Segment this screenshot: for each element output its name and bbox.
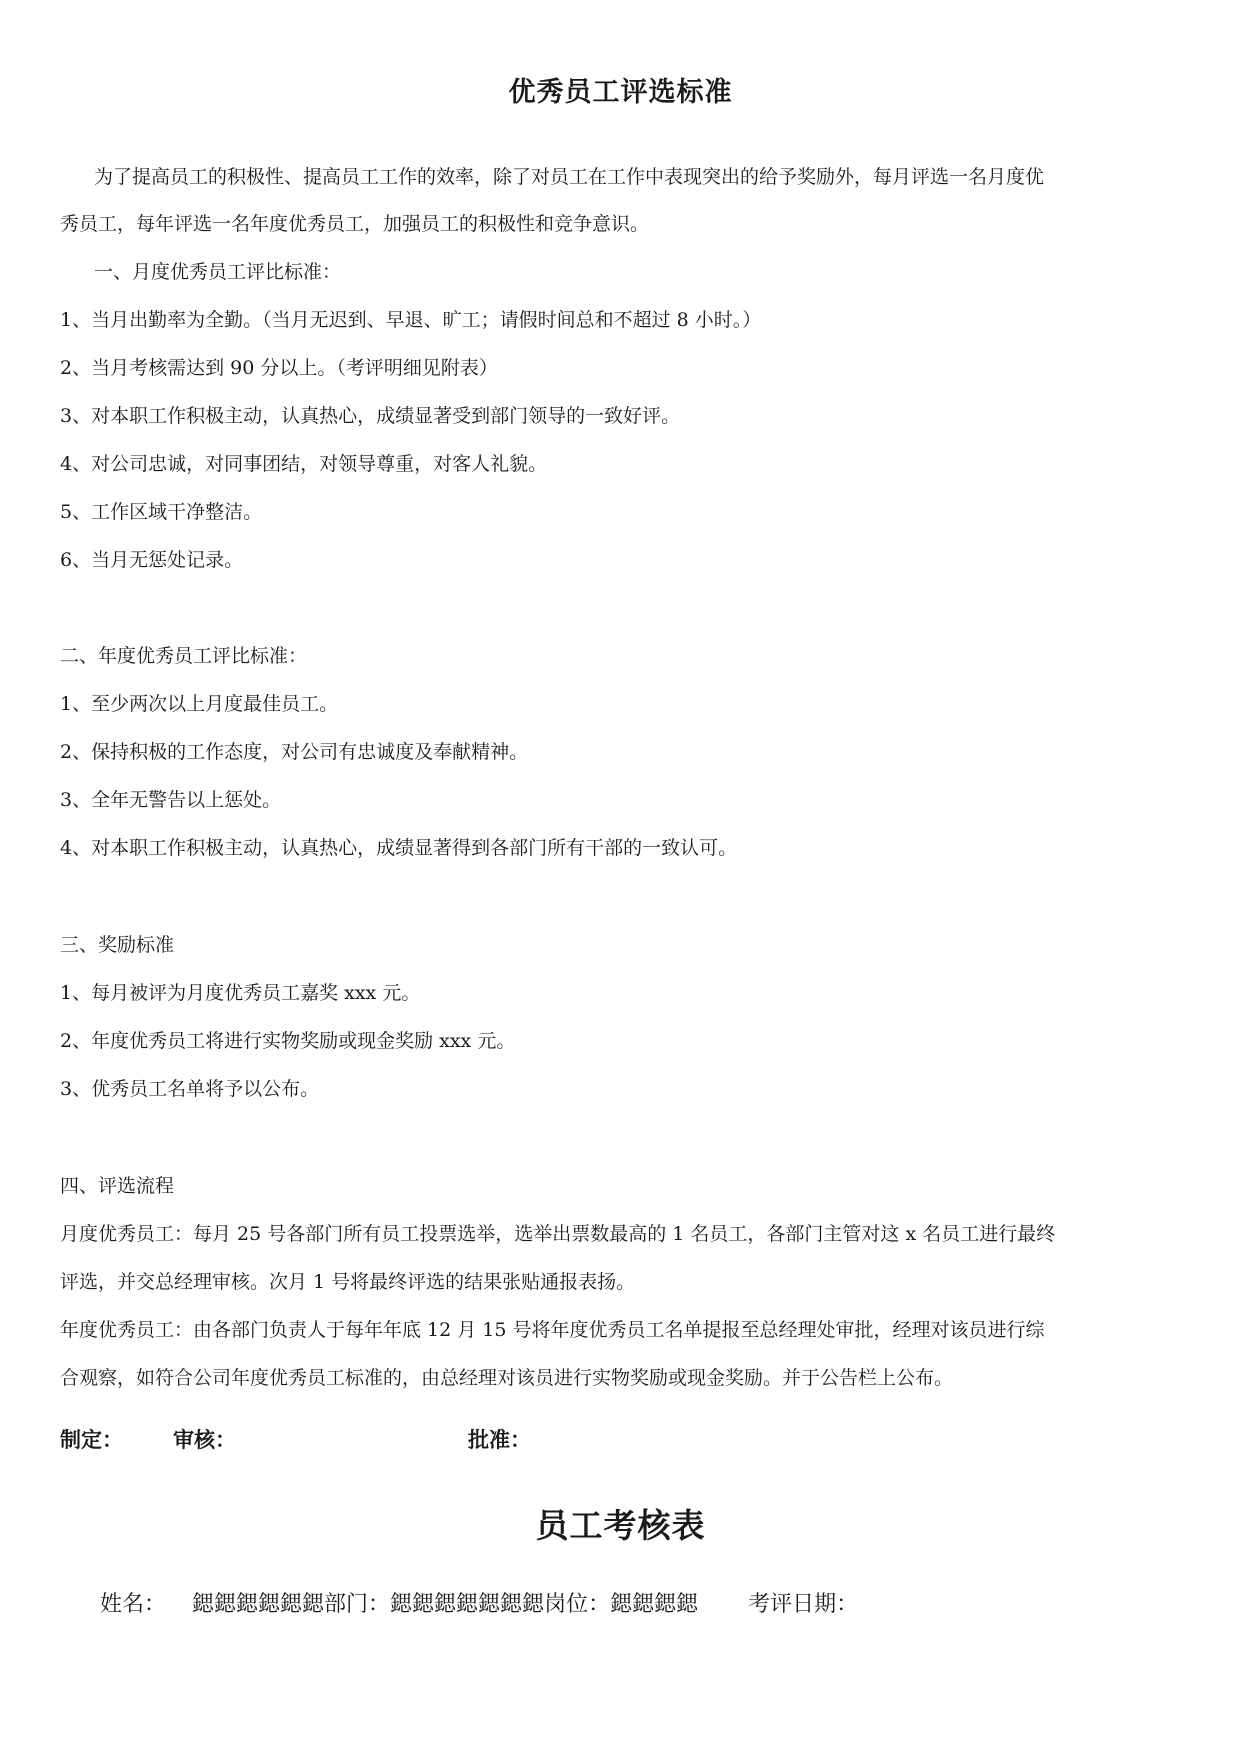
date-label: 考评日期： <box>748 1592 859 1617</box>
section2-item: 3、全年无警告以上惩处。 <box>60 789 282 811</box>
intro-line-2: 秀员工，每年评选一名年度优秀员工，加强员工的积极性和竞争意识。 <box>60 213 650 235</box>
section4-line: 年度优秀员工：由各部门负责人于每年年底 12 月 15 号将年度优秀员工名单提报至总经理处审批，经理对该员进行综 <box>60 1319 1045 1341</box>
section1-item: 1、当月出勤率为全勤。（当月无迟到、早退、旷工；请假时间总和不超过 8 小时。） <box>60 309 762 331</box>
section2-item: 4、对本职工作积极主动，认真热心，成绩显著得到各部门所有干部的一致认可。 <box>60 837 738 859</box>
post-label: 岗位： <box>544 1592 611 1617</box>
section1-item: 4、对公司忠诚，对同事团结，对领导尊重，对客人礼貌。 <box>60 453 548 475</box>
section1-item: 2、当月考核需达到 90 分以上。（考评明细见附表） <box>60 357 498 379</box>
section3-item: 3、优秀员工名单将予以公布。 <box>60 1078 320 1100</box>
section4-line: 月度优秀员工：每月 25 号各部门所有员工投票选举，选举出票数最高的 1 名员工，各部门主管对这 x 名员工进行最终 <box>60 1223 1056 1245</box>
section3-item: 1、每月被评为月度优秀员工嘉奖 xxx 元。 <box>60 982 421 1004</box>
name-label: 姓名： <box>100 1592 167 1617</box>
section2-item: 1、至少两次以上月度最佳员工。 <box>60 693 339 715</box>
section1-heading: 一、月度优秀员工评比标准： <box>94 261 342 283</box>
sign-made-label: 制定： <box>60 1428 123 1452</box>
intro-line-1: 为了提高员工的积极性、提高员工工作的效率，除了对员工在工作中表现突出的给予奖励外，每月评选一名月度优 <box>94 166 1045 188</box>
document-title: 优秀员工评选标准 <box>508 77 733 108</box>
form-title: 员工考核表 <box>535 1506 706 1545</box>
section2-heading: 二、年度优秀员工评比标准： <box>60 645 308 667</box>
section4-heading: 四、评选流程 <box>60 1175 175 1197</box>
section4-line: 合观察，如符合公司年度优秀员工标准的，由总经理对该员进行实物奖励或现金奖励。并于公告栏上公布。 <box>60 1367 954 1389</box>
dept-value: 鍶鍶鍶鍶鍶鍶鍶 <box>390 1592 545 1617</box>
section4-line: 评选，并交总经理审核。次月 1 号将最终评选的结果张贴通报表扬。 <box>60 1271 636 1293</box>
section3-heading: 三、奖励标准 <box>60 934 175 956</box>
sign-review-label: 审核： <box>173 1428 236 1452</box>
dept-label: 部门： <box>324 1592 391 1617</box>
sign-approve-label: 批准： <box>468 1428 531 1452</box>
name-value: 鍶鍶鍶鍶鍶鍶 <box>192 1592 325 1617</box>
post-value: 鍶鍶鍶鍶 <box>610 1592 699 1617</box>
section3-item: 2、年度优秀员工将进行实物奖励或现金奖励 xxx 元。 <box>60 1030 516 1052</box>
section1-item: 5、工作区域干净整洁。 <box>60 501 263 523</box>
section1-item: 6、当月无惩处记录。 <box>60 549 244 571</box>
section1-item: 3、对本职工作积极主动，认真热心，成绩显著受到部门领导的一致好评。 <box>60 405 681 427</box>
section2-item: 2、保持积极的工作态度，对公司有忠诚度及奉献精神。 <box>60 741 529 763</box>
form-header-row <box>100 1587 858 1618</box>
